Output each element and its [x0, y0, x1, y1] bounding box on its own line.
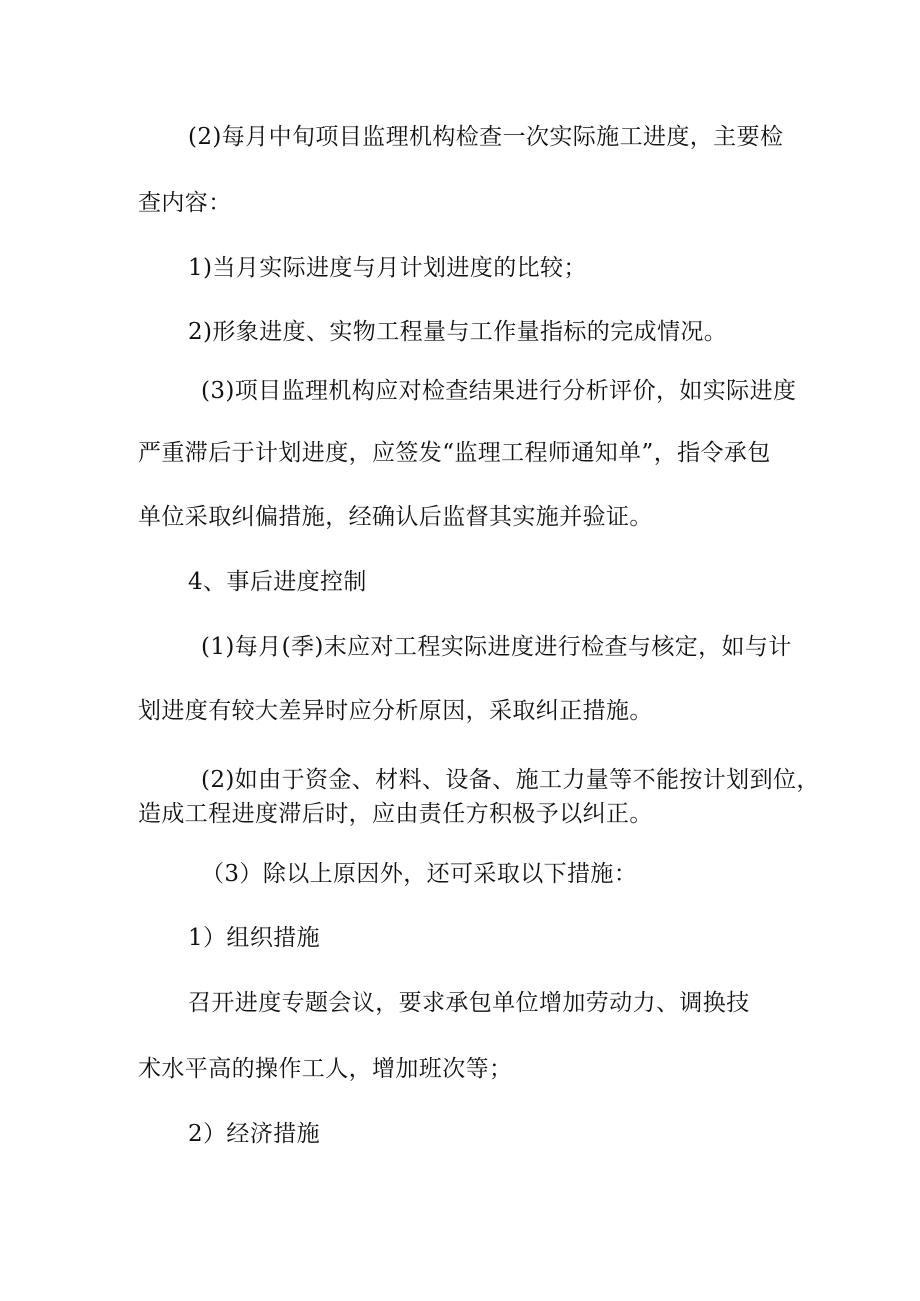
paragraph-line: （3）除以上原因外，还可采取以下措施：: [201, 861, 638, 887]
paragraph-line: 2)形象进度、实物工程量与工作量指标的完成情况。: [188, 319, 728, 345]
paragraph-line: 严重滞后于计划进度，应签发“监理工程师通知单”，指令承包: [138, 440, 771, 466]
paragraph-line: 造成工程进度滞后时，应由责任方积极予以纠正。: [138, 801, 653, 827]
paragraph-line: 1)当月实际进度与月计划进度的比较；: [188, 255, 587, 281]
paragraph-line: (3)项目监理机构应对检查结果进行分析评价，如实际进度: [201, 378, 797, 404]
paragraph-line: 查内容：: [138, 190, 232, 216]
section-heading: 4、事后进度控制: [188, 569, 367, 595]
paragraph-line: 划进度有较大差异时应分析原因，采取纠正措施。: [138, 698, 653, 724]
paragraph-line: 单位采取纠偏措施，经确认后监督其实施并验证。: [138, 504, 653, 530]
subheading: 2）经济措施: [188, 1121, 321, 1147]
paragraph-line: 召开进度专题会议，要求承包单位增加劳动力、调换技: [188, 990, 750, 1016]
paragraph-line: (1)每月(季)末应对工程实际进度进行检查与核定，如与计: [201, 634, 792, 660]
paragraph-line: (2)如由于资金、材料、设备、施工力量等不能按计划到位，: [201, 767, 820, 793]
paragraph-line: (2)每月中旬项目监理机构检查一次实际施工进度，主要检: [188, 124, 784, 150]
subheading: 1）组织措施: [188, 925, 321, 951]
paragraph-line: 术水平高的操作工人，增加班次等；: [138, 1056, 513, 1082]
